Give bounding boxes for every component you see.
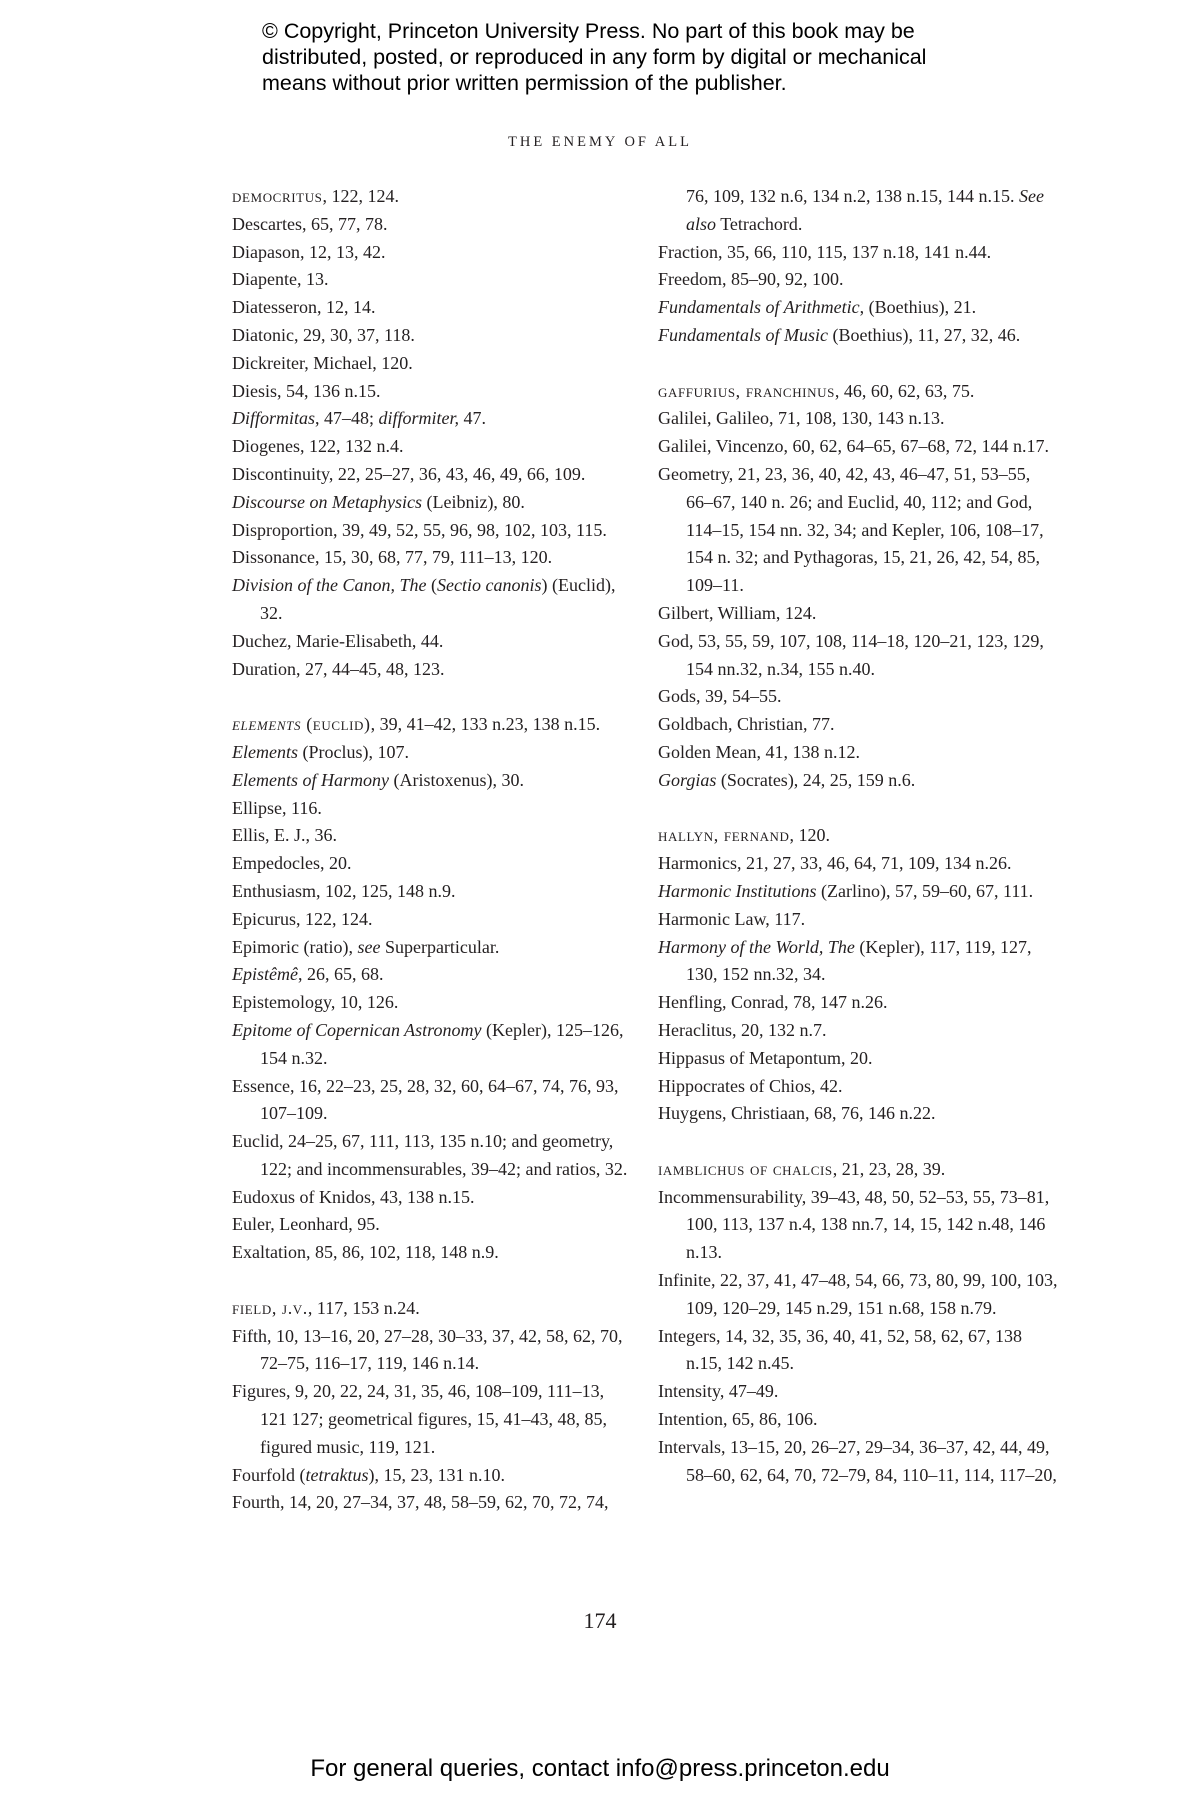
index-entry <box>232 1211 632 1239</box>
index-entry <box>658 1267 1058 1323</box>
index-entry <box>232 294 632 322</box>
index-entry-text: Epicurus, 122, 124. <box>232 908 373 929</box>
index-entry <box>232 906 632 934</box>
footer-contact: For general queries, contact info@press.princeton.edu <box>310 1755 890 1782</box>
index-entry <box>232 1239 632 1267</box>
index-entry-text: democritus <box>232 186 323 206</box>
index-entry-text: (Leibniz), 80. <box>421 491 525 512</box>
index-entry-text: Intervals, 13–15, 20, 26–27, 29–34, 36–37, 42, 44, 49, 58–60, 62, 64, 70, 72–79, 84, 110–11, 114, 117–20, <box>658 1436 1057 1485</box>
index-entry-text: Fourfold ( <box>232 1464 306 1485</box>
index-entry-text: see <box>357 936 381 957</box>
index-entry-text: Essence, 16, 22–23, 25, 28, 32, 60, 64–67, 74, 76, 93, 107–109. <box>232 1075 619 1124</box>
index-entry-text: Descartes, 65, 77, 78. <box>232 213 388 234</box>
index-entry <box>232 517 632 545</box>
index-entry <box>232 544 632 572</box>
index-entry-text: (Kepler), 117, 119, 127, 130, 152 nn.32, 34. <box>686 936 1032 985</box>
index-entry-text: Dickreiter, Michael, 120. <box>232 352 413 373</box>
index-entry <box>232 572 632 628</box>
index-entry-text: Fourth, 14, 20, 27–34, 37, 48, 58–59, 62, 70, 72, 74, <box>232 1492 609 1513</box>
index-entry <box>658 739 1058 767</box>
index-entry <box>658 1434 1058 1490</box>
index-entry <box>658 767 1058 795</box>
index-entry-text: 76, 109, 132 n.6, 134 n.2, 138 n.15, 144 n.15. <box>686 186 1019 206</box>
index-entry <box>658 1184 1058 1267</box>
index-entry <box>658 183 1058 239</box>
index-entry <box>658 989 1058 1017</box>
index-entry-text: Harmony of the World, The <box>658 936 855 957</box>
index-entry <box>232 961 632 989</box>
index-entry-text: Exaltation, 85, 86, 102, 118, 148 n.9. <box>232 1242 499 1263</box>
page-number: 174 <box>583 1608 617 1633</box>
index-entry-text: Incommensurability, 39–43, 48, 50, 52–53, 55, 73–81, 100, 113, 137 n.4, 138 nn.7, 14, 15, 142 n.48, 146 n.13. <box>658 1186 1050 1263</box>
index-entry-text: God, 53, 55, 59, 107, 108, 114–18, 120–21, 123, 129, 154 nn.32, n.34, 155 n.40. <box>658 630 1044 679</box>
index-entry-text: , 39, 41–42, 133 n.23, 138 n.15. <box>370 714 601 735</box>
index-entry <box>232 405 632 433</box>
index-entry <box>658 1073 1058 1101</box>
index-entry-text: Galilei, Vincenzo, 60, 62, 64–65, 67–68, 72, 144 n.17. <box>658 436 1050 457</box>
index-entry-text: Elements of Harmony <box>232 769 389 790</box>
index-entry-text: Harmonic Institutions <box>658 880 817 901</box>
index-entry-text: Hippocrates of Chios, 42. <box>658 1075 843 1096</box>
index-entry <box>232 322 632 350</box>
index-entry <box>658 906 1058 934</box>
index-entry-text: , 26, 65, 68. <box>297 964 384 985</box>
index-entry-text: Diatesseron, 12, 14. <box>232 297 376 318</box>
index-entry-text: Euler, Leonhard, 95. <box>232 1214 380 1235</box>
index-entry-text: Heraclitus, 20, 132 n.7. <box>658 1019 827 1040</box>
index-entry <box>232 211 632 239</box>
index-entry-text: Diapason, 12, 13, 42. <box>232 241 386 262</box>
index-entry <box>232 934 632 962</box>
index-entry-text: iamblichus of chalcis <box>658 1158 833 1179</box>
index-entry <box>658 461 1058 600</box>
index-entry-text: Diapente, 13. <box>232 269 329 290</box>
index-entry-text: Duration, 27, 44–45, 48, 123. <box>232 658 445 679</box>
index-entry <box>232 1378 632 1461</box>
index-entry-text: hallyn, fernand <box>658 825 790 846</box>
index-entry-text: Fifth, 10, 13–16, 20, 27–28, 30–33, 37, 42, 58, 62, 70, 72–75, 116–17, 119, 146 n.14. <box>232 1325 623 1374</box>
index-entry-text: , (Boethius), 21. <box>859 297 977 318</box>
index-entry-text: Division of the Canon, The <box>232 575 427 596</box>
index-entry <box>232 739 632 767</box>
index-entry <box>232 489 632 517</box>
index-entry-text: , 47–48; <box>315 408 379 429</box>
index-entry-text: (Kepler), 125–126, 154 n.32. <box>260 1019 624 1068</box>
index-entry <box>658 1156 1058 1184</box>
index-entry-text: Fraction, 35, 66, 110, 115, 137 n.18, 141 n.44. <box>658 241 992 262</box>
index-entry-text: Goldbach, Christian, 77. <box>658 714 835 735</box>
index-entry <box>232 350 632 378</box>
index-entry-text: Fundamentals of Arithmetic <box>658 297 860 318</box>
index-entry <box>232 989 632 1017</box>
index-entry-text: ), 15, 23, 131 n.10. <box>368 1464 505 1485</box>
index-entry <box>658 1406 1058 1434</box>
copyright-notice: © Copyright, Princeton University Press. No part of this book may be distributed, posted, or reproduced in any form by digital or mechanical means without prior written permission of the publisher. <box>262 19 927 95</box>
index-entry-text: (Socrates), 24, 25, 159 n.6. <box>716 769 916 790</box>
index-entry-text: Euclid, 24–25, 67, 111, 113, 135 n.10; and geometry, 122; and incommensurables, 39–42; and ratios, 32. <box>232 1131 628 1179</box>
index-entry-text: Empedocles, 20. <box>232 853 352 874</box>
index-entry <box>658 711 1058 739</box>
index-entry-text: Elements <box>232 741 298 762</box>
index-entry-text: Henfling, Conrad, 78, 147 n.26. <box>658 992 888 1013</box>
index-entry-text: (Boethius), 11, 27, 32, 46. <box>827 324 1021 345</box>
index-entry-text: Ellipse, 116. <box>232 797 322 818</box>
index-entry-text: Ellis, E. J., 36. <box>232 825 338 846</box>
index-entry-text: , 122, 124. <box>322 186 400 206</box>
index-entry <box>232 767 632 795</box>
index-entry-text: See also <box>686 186 1044 234</box>
index-entry-text: Freedom, 85–90, 92, 100. <box>658 269 844 290</box>
index-entry <box>658 1100 1058 1128</box>
index-entry <box>232 1489 632 1517</box>
index-entry-text: Gods, 39, 54–55. <box>658 686 782 707</box>
index-entry <box>232 850 632 878</box>
index-entry-text: , 117, 153 n.24. <box>307 1297 420 1318</box>
index-entry-text: Disproportion, 39, 49, 52, 55, 96, 98, 102, 103, 115. <box>232 519 607 540</box>
index-entry <box>232 1184 632 1212</box>
index-entry-text: Discourse on Metaphysics <box>232 491 422 512</box>
index-entry-text: field, j.v. <box>232 1297 308 1318</box>
index-entry-text: (Aristoxenus), 30. <box>388 769 524 790</box>
index-entry-text: Discontinuity, 22, 25–27, 36, 43, 46, 49, 66, 109. <box>232 463 586 484</box>
index-entry-text: Dissonance, 15, 30, 68, 77, 79, 111–13, 120. <box>232 547 553 568</box>
index-entry-text: (Zarlino), 57, 59–60, 67, 111. <box>816 880 1034 901</box>
index-entry-text: Harmonics, 21, 27, 33, 46, 64, 71, 109, 134 n.26. <box>658 853 1012 874</box>
index-entry <box>232 878 632 906</box>
index-entry-text: (Proclus), 107. <box>297 741 409 762</box>
index-entry <box>232 239 632 267</box>
index-entry <box>658 433 1058 461</box>
index-entry-text: , 120. <box>789 825 831 846</box>
index-entry <box>232 461 632 489</box>
index-entry-text: gaffurius, franchinus <box>658 380 835 401</box>
index-entry <box>658 378 1058 406</box>
index-entry-text: Epistemology, 10, 126. <box>232 992 399 1013</box>
index-entry <box>232 183 632 211</box>
index-entry <box>658 600 1058 628</box>
index-entry-text: (euclid) <box>301 714 371 735</box>
index-entry <box>232 266 632 294</box>
index-entry-text: Diesis, 54, 136 n.15. <box>232 380 381 401</box>
index-entry <box>658 1017 1058 1045</box>
index-entry-text: , 21, 23, 28, 39. <box>832 1158 946 1179</box>
index-entry <box>658 1378 1058 1406</box>
index-entry <box>658 405 1058 433</box>
index-entry <box>232 1295 632 1323</box>
index-entry <box>232 795 632 823</box>
index-entry-text: Integers, 14, 32, 35, 36, 40, 41, 52, 58, 62, 67, 138 n.15, 142 n.45. <box>658 1325 1022 1374</box>
index-entry <box>658 628 1058 684</box>
index-entry-text: Epimoric (ratio), <box>232 936 358 957</box>
index-entry <box>232 1017 632 1073</box>
index-entry <box>232 1073 632 1129</box>
index-entry <box>232 822 632 850</box>
index-entry-text: Duchez, Marie-Elisabeth, 44. <box>232 630 444 651</box>
index-entry <box>658 1045 1058 1073</box>
index-entry-text: Hippasus of Metapontum, 20. <box>658 1047 873 1068</box>
index-entry-text: Intention, 65, 86, 106. <box>658 1409 818 1430</box>
index-entry-text: Difformitas <box>232 408 316 429</box>
index-entry-text: Geometry, 21, 23, 36, 40, 42, 43, 46–47, 51, 53–55, 66–67, 140 n. 26; and Euclid, 40, 112; and God, 114–15, 154 nn. 32, 34; and Kepler, 106, 108–17, 154 n. 32; and Pythagoras, 15, 21, 26, 42, 54, 85, 109–11. <box>658 463 1044 596</box>
running-head: THE ENEMY OF ALL <box>508 134 692 150</box>
index-entry-text: ( <box>426 575 437 596</box>
index-entry-text: Huygens, Christiaan, 68, 76, 146 n.22. <box>658 1103 936 1124</box>
index-entry-text: Gorgias <box>658 769 717 790</box>
index-entry-text: Fundamentals of Music <box>658 324 828 345</box>
index-column-left <box>232 183 632 1517</box>
index-entry <box>232 378 632 406</box>
index-entry-text: difformiter, <box>378 408 460 429</box>
index-column-right <box>658 183 1058 1489</box>
index-entry-text: Epistêmê <box>232 964 298 985</box>
index-entry-text: Eudoxus of Knidos, 43, 138 n.15. <box>232 1186 475 1207</box>
index-entry <box>658 294 1058 322</box>
index-entry-text: ) (Euclid), 32. <box>260 575 616 623</box>
index-entry <box>658 1323 1058 1379</box>
index-entry-text: Intensity, 47–49. <box>658 1381 779 1402</box>
index-entry-text: Figures, 9, 20, 22, 24, 31, 35, 46, 108–109, 111–13, 121 127; geometrical figures, 15, 41–43, 48, 85, figured music, 119, 121. <box>232 1381 607 1457</box>
index-entry-text: Infinite, 22, 37, 41, 47–48, 54, 66, 73, 80, 99, 100, 103, 109, 120–29, 145 n.29, 151 n.68, 158 n.79. <box>658 1270 1058 1318</box>
index-entry <box>232 711 632 739</box>
index-entry <box>232 656 632 684</box>
index-entry-text: 47. <box>459 408 487 429</box>
index-entry <box>232 1462 632 1490</box>
index-entry <box>232 1323 632 1379</box>
index-entry <box>658 878 1058 906</box>
index-entry-text: Galilei, Galileo, 71, 108, 130, 143 n.13. <box>658 408 945 429</box>
index-entry-text: Enthusiasm, 102, 125, 148 n.9. <box>232 880 456 901</box>
index-entry <box>658 322 1058 350</box>
index-entry-text: Golden Mean, 41, 138 n.12. <box>658 741 860 762</box>
index-entry-text: Superparticular. <box>380 936 500 957</box>
index-entry <box>658 266 1058 294</box>
index-entry <box>232 628 632 656</box>
index-entry <box>658 822 1058 850</box>
index-entry-text: Gilbert, William, 124. <box>658 602 817 623</box>
index-entry-text: Diogenes, 122, 132 n.4. <box>232 436 404 457</box>
index-entry-text: Sectio canonis <box>437 575 542 596</box>
index-entry-text: Diatonic, 29, 30, 37, 118. <box>232 324 415 345</box>
index-entry-text: , 46, 60, 62, 63, 75. <box>834 380 975 401</box>
index-entry <box>658 683 1058 711</box>
index-entry-text: tetraktus <box>305 1464 369 1485</box>
index-entry <box>658 239 1058 267</box>
index-entry <box>232 1128 632 1184</box>
index-entry <box>658 850 1058 878</box>
index-entry-text: Tetrachord. <box>716 213 803 234</box>
index-entry-text: Epitome of Copernican Astronomy <box>232 1019 482 1040</box>
index-entry <box>658 934 1058 990</box>
index-entry-text: Harmonic Law, 117. <box>658 908 806 929</box>
index-entry-text: elements <box>232 714 302 735</box>
index-entry <box>232 433 632 461</box>
